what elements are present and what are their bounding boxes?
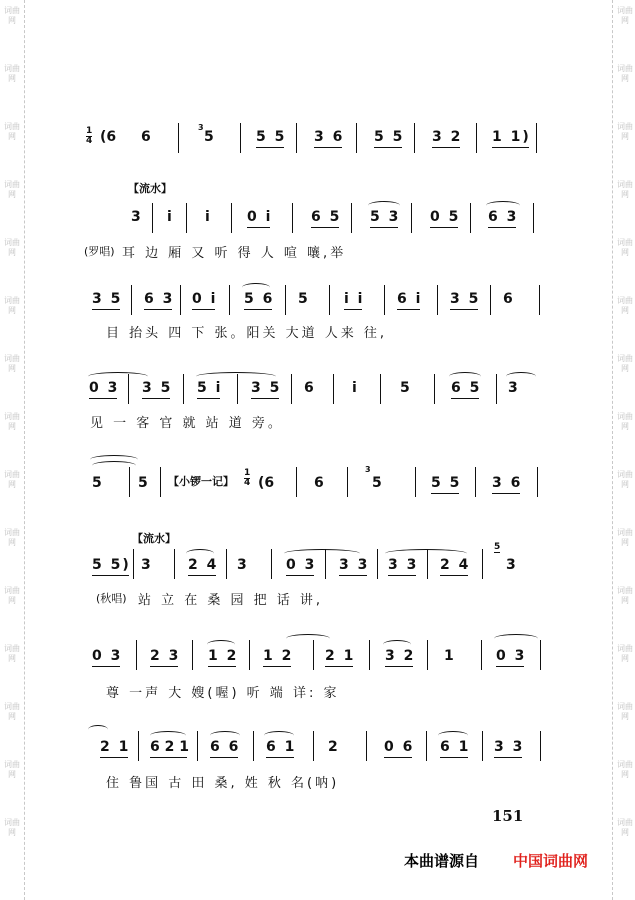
- note: 5: [298, 291, 308, 307]
- barline: [138, 731, 139, 761]
- watermark: 词曲网: [617, 180, 633, 199]
- watermark: 词曲网: [617, 296, 633, 315]
- barline: [192, 640, 193, 670]
- note: 6: [314, 475, 324, 491]
- watermark: 词曲网: [4, 702, 20, 721]
- note: 6 5: [311, 209, 342, 225]
- barline: [174, 549, 175, 579]
- barline: [533, 203, 534, 233]
- watermark: 词曲网: [617, 64, 633, 83]
- note: 3 5: [450, 291, 481, 307]
- barline: [470, 203, 471, 233]
- barline: [136, 640, 137, 670]
- note: 5 5: [431, 475, 462, 491]
- staff-row-1: [0, 123, 635, 163]
- barline: [384, 285, 385, 315]
- note: 0 3: [496, 648, 527, 664]
- note: 6 1: [440, 739, 471, 755]
- barline: [482, 731, 483, 761]
- staff-row-7: [0, 640, 635, 680]
- tie: [88, 725, 108, 734]
- barline: [178, 123, 179, 153]
- note: 3 2: [385, 648, 416, 664]
- note: 0 3: [89, 380, 120, 396]
- barline: [131, 285, 132, 315]
- watermark: 词曲网: [617, 644, 633, 663]
- site-name-link[interactable]: 中国词曲网: [513, 852, 589, 870]
- note: 6: [304, 380, 314, 396]
- barline: [237, 374, 238, 404]
- watermark: 词曲网: [4, 586, 20, 605]
- barline: [296, 123, 297, 153]
- lyric-line: 耳 边 厢 又 听 得 人 喧 嚷,举: [122, 246, 347, 261]
- barline: [333, 374, 334, 404]
- note: 3 5: [142, 380, 173, 396]
- note: 6 3: [144, 291, 175, 307]
- barline: [427, 640, 428, 670]
- barline: [369, 640, 370, 670]
- watermark: 词曲网: [4, 64, 20, 83]
- section-marker: 【小锣一记】: [168, 475, 234, 488]
- source-label: 本曲谱源自: [404, 852, 480, 870]
- staff-row-8: [0, 731, 635, 771]
- barline: [426, 731, 427, 761]
- note: 3 3: [494, 739, 525, 755]
- barline: [380, 374, 381, 404]
- barline: [482, 549, 483, 579]
- note: 2 1: [100, 739, 131, 755]
- barline: [285, 285, 286, 315]
- watermark: 词曲网: [617, 586, 633, 605]
- note: 5: [92, 475, 102, 491]
- note: 6 5: [451, 380, 482, 396]
- barline: [253, 731, 254, 761]
- note: 6 2 1: [150, 739, 189, 755]
- watermark: 词曲网: [617, 238, 633, 257]
- note: 6 1: [266, 739, 297, 755]
- note: 2 1: [325, 648, 356, 664]
- section-marker: 【流水】: [128, 182, 172, 195]
- note: 5 5: [256, 129, 287, 145]
- watermark: 词曲网: [4, 644, 20, 663]
- watermark: 词曲网: [4, 470, 20, 489]
- barline: [183, 374, 184, 404]
- note: 5: [372, 475, 382, 491]
- grace-note: 3: [198, 123, 204, 132]
- barline: [476, 123, 477, 153]
- grace-note: 3: [365, 465, 371, 474]
- barline: [329, 285, 330, 315]
- watermark: 词曲网: [617, 354, 633, 373]
- note: 5 5): [92, 557, 131, 573]
- note: i i: [344, 291, 365, 307]
- note: i: [352, 380, 357, 396]
- lyric-line: 尊 一声 大 嫂(喔) 听 端 详: 家: [106, 686, 340, 701]
- watermark: 词曲网: [617, 760, 633, 779]
- watermark: 词曲网: [617, 818, 633, 837]
- watermark: 词曲网: [617, 702, 633, 721]
- note: 5: [204, 129, 214, 145]
- note: 5 3: [370, 209, 401, 225]
- barline: [129, 467, 130, 497]
- watermark: 词曲网: [4, 296, 20, 315]
- barline: [197, 731, 198, 761]
- note: 2 3: [150, 648, 181, 664]
- barline: [481, 640, 482, 670]
- note: 3 6: [492, 475, 523, 491]
- note: 3: [506, 557, 516, 573]
- barline: [537, 467, 538, 497]
- note: 2: [328, 739, 338, 755]
- note: 0 5: [430, 209, 461, 225]
- note: 3: [237, 557, 247, 573]
- barline: [271, 549, 272, 579]
- note: 5 6: [244, 291, 275, 307]
- note: 3: [141, 557, 151, 573]
- barline: [427, 549, 428, 579]
- staff-row-4: [0, 374, 635, 414]
- note: (6: [258, 475, 275, 491]
- lyric-line: 站 立 在 桑 园 把 话 讲,: [138, 593, 324, 608]
- note: 3: [131, 209, 141, 225]
- note: 5: [400, 380, 410, 396]
- lyric-line: 目 抬头 四 下 张。阳关 大道 人来 往,: [106, 326, 388, 341]
- barline: [351, 203, 352, 233]
- staff-row-3: [0, 285, 635, 325]
- barline: [377, 549, 378, 579]
- barline: [152, 203, 153, 233]
- page-number: 151: [492, 807, 524, 825]
- note: 6: [503, 291, 513, 307]
- note: 3 5: [251, 380, 282, 396]
- barline: [434, 374, 435, 404]
- time-signature: $\frac{1}{4}$: [244, 468, 251, 488]
- note: 1 2: [208, 648, 239, 664]
- watermark: 词曲网: [617, 122, 633, 141]
- note: 5 i: [197, 380, 223, 396]
- note: 2 4: [440, 557, 471, 573]
- barline: [226, 549, 227, 579]
- barline: [540, 731, 541, 761]
- grace-note: 5: [494, 542, 501, 552]
- note: 6 i: [397, 291, 423, 307]
- watermark: 词曲网: [617, 412, 633, 431]
- staff-row-6: [0, 542, 635, 589]
- watermark: 词曲网: [4, 760, 20, 779]
- tie: [494, 634, 538, 643]
- note: 5 5: [374, 129, 405, 145]
- note: 0 i: [192, 291, 218, 307]
- watermark: 词曲网: [4, 818, 20, 837]
- barline: [240, 123, 241, 153]
- note: 0 3: [92, 648, 123, 664]
- note: 3 5: [92, 291, 123, 307]
- staff-row-2: [0, 203, 635, 243]
- note: 3: [508, 380, 518, 396]
- section-marker: 【流水】: [132, 532, 176, 545]
- watermark: 词曲网: [4, 412, 20, 431]
- barline: [496, 374, 497, 404]
- barline: [229, 285, 230, 315]
- barline: [133, 549, 134, 579]
- note: i: [167, 209, 172, 225]
- watermark: 词曲网: [4, 528, 20, 547]
- note: 1 2: [263, 648, 294, 664]
- barline: [411, 203, 412, 233]
- tie: [286, 634, 330, 643]
- time-signature: $\frac{1}{4}$: [86, 126, 93, 146]
- barline: [475, 467, 476, 497]
- note: 6: [141, 129, 151, 145]
- note: 2 4: [188, 557, 219, 573]
- note: 3 3: [388, 557, 419, 573]
- barline: [128, 374, 129, 404]
- barline: [160, 467, 161, 497]
- lyric-line: 住 鲁国 古 田 桑, 姓 秋 名(呐): [106, 776, 340, 791]
- watermark: 词曲网: [617, 470, 633, 489]
- barline: [415, 467, 416, 497]
- barline: [292, 203, 293, 233]
- note: 3 6: [314, 129, 345, 145]
- watermark: 词曲网: [4, 6, 20, 25]
- lyric-line: 见 一 客 官 就 站 道 旁。: [90, 416, 284, 431]
- barline: [313, 731, 314, 761]
- barline: [366, 731, 367, 761]
- note: 5: [138, 475, 148, 491]
- note: 6 6: [210, 739, 241, 755]
- note: (6: [100, 129, 117, 145]
- watermark: 词曲网: [4, 180, 20, 199]
- barline: [296, 467, 297, 497]
- barline: [539, 285, 540, 315]
- staff-row-5: [0, 463, 635, 503]
- note: 0 6: [384, 739, 415, 755]
- barline: [231, 203, 232, 233]
- watermark: 词曲网: [617, 528, 633, 547]
- watermark: 词曲网: [4, 354, 20, 373]
- note: 0 3: [286, 557, 317, 573]
- barline: [347, 467, 348, 497]
- barline: [437, 285, 438, 315]
- watermark: 词曲网: [4, 122, 20, 141]
- barline: [291, 374, 292, 404]
- barline: [325, 549, 326, 579]
- barline: [490, 285, 491, 315]
- barline: [536, 123, 537, 153]
- barline: [249, 640, 250, 670]
- barline: [540, 640, 541, 670]
- barline: [414, 123, 415, 153]
- barline: [180, 285, 181, 315]
- barline: [186, 203, 187, 233]
- note: 6 3: [488, 209, 519, 225]
- note: 1 1): [492, 129, 531, 145]
- watermark: 词曲网: [617, 6, 633, 25]
- singer-role: (罗唱): [84, 245, 115, 258]
- note: 0 i: [247, 209, 273, 225]
- barline: [313, 640, 314, 670]
- watermark: 词曲网: [4, 238, 20, 257]
- note: 3 2: [432, 129, 463, 145]
- note: 1: [444, 648, 454, 664]
- note: 3 3: [339, 557, 370, 573]
- note: i: [205, 209, 210, 225]
- barline: [356, 123, 357, 153]
- singer-role: (秋唱): [96, 592, 127, 605]
